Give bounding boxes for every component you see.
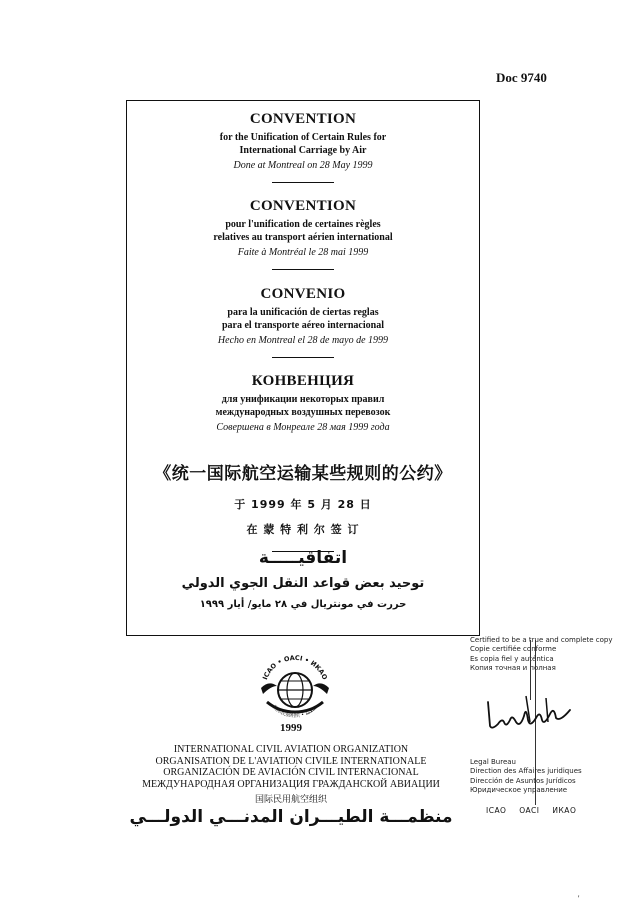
chinese-line1: 于 1999 年 5 月 28 日	[234, 498, 372, 511]
spanish-done: Hecho en Montreal el 28 de mayo de 1999	[217, 335, 389, 346]
code-ikao: ИКАО	[552, 806, 577, 815]
arabic-line1: توحيد بعض قواعد النقل الجوي الدولي	[181, 576, 425, 591]
divider	[272, 269, 334, 270]
code-oaci: OACI	[519, 806, 540, 815]
french-done: Faite à Montréal le 28 mai 1999	[237, 247, 369, 258]
org-name-es: ORGANIZACIÓN DE AVIACIÓN CIVIL INTERNACIONAL	[163, 767, 419, 778]
russian-title: КОНВЕНЦИЯ	[251, 373, 355, 389]
title-frame	[126, 100, 480, 636]
icao-emblem-icon	[255, 650, 335, 722]
doc-number: Doc 9740	[496, 70, 547, 85]
cert-line: Es copia fiel y auténtica	[470, 654, 554, 663]
certification-stamp	[470, 636, 613, 673]
cert-line: Copie certifiée conforme	[470, 645, 557, 654]
arabic-line2: حررت في مونتريال في ٢٨ مايو/ أيار ١٩٩٩	[199, 599, 407, 610]
legal-bureau	[470, 758, 582, 795]
russian-line2: международных воздушных перевозок	[215, 407, 391, 418]
divider	[272, 182, 334, 183]
spanish-block	[127, 286, 479, 358]
bureau-line: Dirección de Asuntos Jurídicos	[470, 776, 576, 785]
org-name-en: INTERNATIONAL CIVIL AVIATION ORGANIZATION	[173, 744, 409, 755]
spanish-title: CONVENIO	[260, 286, 346, 302]
stamp-vertical-line	[530, 640, 531, 700]
bureau-line: Direction des Affaires juridiques	[470, 767, 582, 776]
publication-year: 1999	[280, 722, 302, 734]
chinese-title: 《统一国际航空运输某些规则的公约》	[154, 464, 452, 484]
cert-line: Certified to be a true and complete copy	[470, 636, 613, 644]
english-done: Done at Montreal on 28 May 1999	[233, 160, 373, 171]
french-block	[127, 198, 479, 270]
org-name-zh: 国际民用航空组织	[254, 795, 327, 805]
french-title: CONVENTION	[249, 198, 357, 214]
chinese-block	[127, 459, 479, 552]
english-block	[127, 111, 479, 183]
org-name-ar: منظمـــة الطيـــران المدنـــي الدولـــي	[129, 807, 453, 827]
cert-line: Копия точная и полная	[470, 663, 556, 672]
english-line2: International Carriage by Air	[239, 145, 367, 156]
french-line2: relatives au transport aérien international	[213, 232, 393, 243]
emblem-bottom-text: 国际民航组织 • منظمة	[271, 704, 319, 720]
russian-line1: для унификации некоторых правил	[221, 394, 385, 405]
russian-block	[127, 373, 479, 433]
chinese-line2: 在 蒙 特 利 尔 签 订	[246, 523, 360, 536]
emblem-arc-text: ICAO • OACI • ИКАО	[261, 653, 329, 681]
stamp-codes	[486, 806, 586, 815]
russian-done: Совершена в Монреале 28 мая 1999 года	[216, 422, 390, 433]
spanish-line2: para el transporte aéreo internacional	[221, 320, 384, 331]
french-line1: pour l'unification de certaines règles	[225, 219, 381, 230]
code-icao: ICAO	[486, 806, 507, 815]
signature	[480, 692, 580, 732]
org-name-ru: МЕЖДУНАРОДНАЯ ОРГАНИЗАЦИЯ ГРАЖДАНСКОЙ АВИАЦИИ	[142, 778, 440, 790]
bureau-line: Legal Bureau	[470, 758, 516, 766]
spanish-line1: para la unificación de ciertas reglas	[227, 307, 379, 318]
bureau-line: Юридическое управление	[470, 785, 568, 794]
footer-mark: '	[578, 894, 580, 903]
divider	[272, 357, 334, 358]
arabic-block	[127, 548, 479, 610]
org-name-fr: ORGANISATION DE L'AVIATION CIVILE INTERNATIONALE	[155, 755, 427, 767]
english-title: CONVENTION	[249, 111, 357, 127]
organization-names	[126, 744, 456, 827]
english-line1: for the Unification of Certain Rules for	[219, 132, 387, 143]
arabic-title: اتفاقيـــــة	[258, 548, 348, 568]
